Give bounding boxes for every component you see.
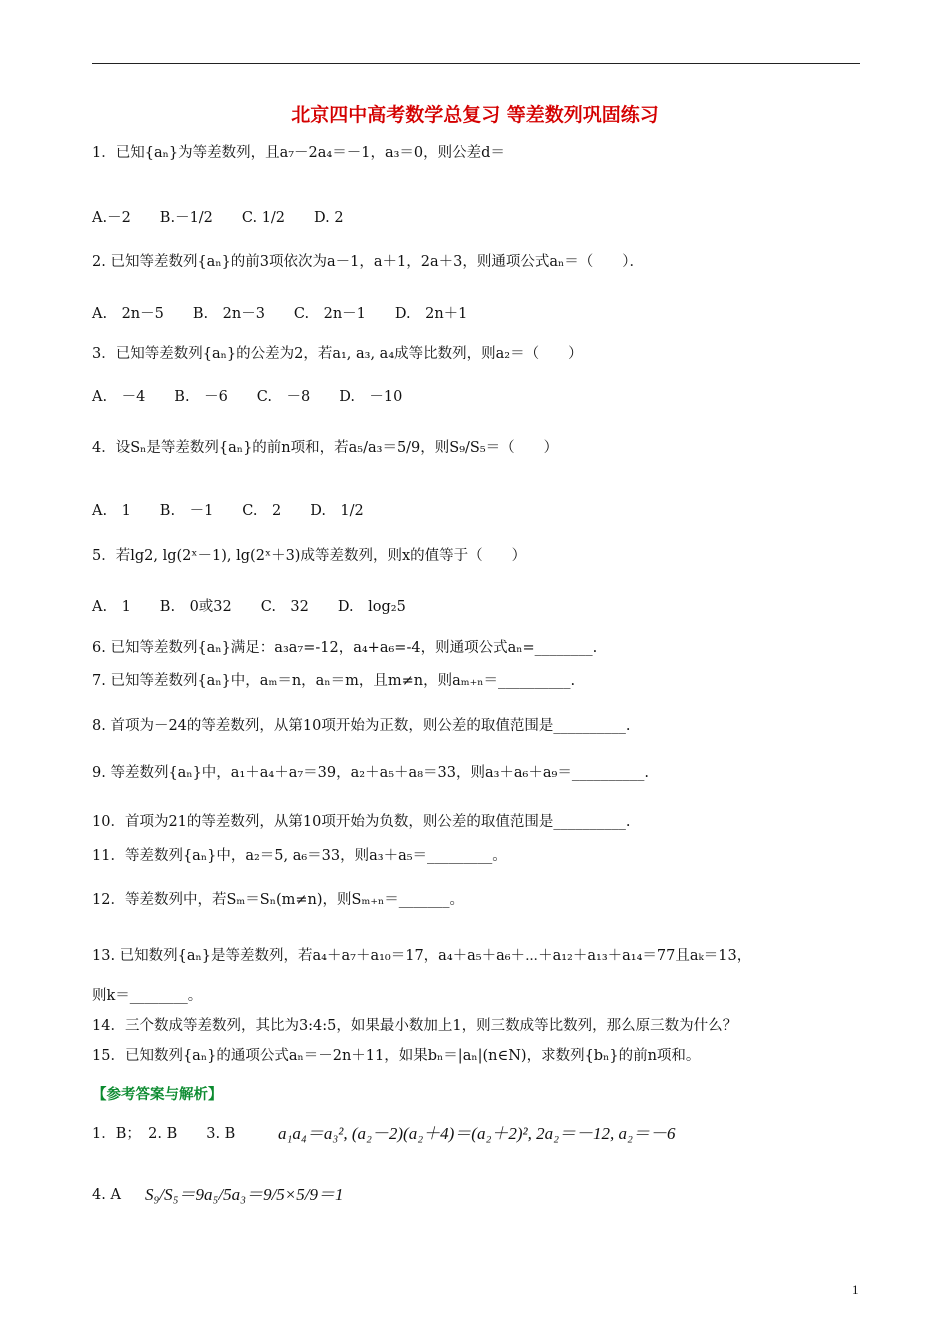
answer-4-solution: S₉/S₅＝9a₅/5a₃＝9/5×5/9＝1 [145,1185,344,1204]
question-1: 1．已知{aₙ}为等差数列，且a₇－2a₄＝－1，a₃＝0，则公差d＝ [92,145,505,161]
question-4-options: A. 1 B. －1 C. 2 D. 1/2 [92,503,364,519]
question-11: 11．等差数列{aₙ}中，a₂＝5, a₆＝33，则a₃＋a₅＝_________。 [92,848,507,864]
header-rule [92,63,860,64]
question-14: 14．三个数成等差数列，其比为3:4:5，如果最小数加上1，则三数成等比数列，那么原三数为什么？ [92,1018,738,1034]
answers-heading: 【参考答案与解析】 [92,1087,223,1103]
question-3: 3．已知等差数列{aₙ}的公差为2，若a₁, a₃, a₄成等比数列，则a₂＝（ ） [92,346,583,362]
page-title: 北京四中高考数学总复习 等差数列巩固练习 [291,104,659,126]
question-8: 8. 首项为－24的等差数列，从第10项开始为正数，则公差的取值范围是__________. [92,718,631,734]
question-5-options: A. 1 B. 0或32 C. 32 D. log₂5 [92,599,406,615]
answer-3-solution: a₁a₄＝a₃², (a₂－2)(a₂＋4)＝(a₂＋2)², 2a₂＝－12, a₂＝－6 [278,1124,676,1143]
question-1-options: A.－2 B.－1/2 C. 1/2 D. 2 [92,210,344,226]
question-13-cont: 则k＝________。 [92,988,203,1004]
question-4: 4．设Sₙ是等差数列{aₙ}的前n项和，若a₅/a₃＝5/9，则S₉/S₅＝（ ） [92,440,559,456]
question-2-options: A. 2n－5 B. 2n－3 C. 2n－1 D. 2n＋1 [92,306,468,322]
question-7: 7. 已知等差数列{aₙ}中，aₘ＝n，aₙ＝m，且m≠n，则aₘ₊ₙ＝__________. [92,673,576,689]
answer-4: 4. A [92,1187,121,1203]
answers-1-3: 1．B； 2. B 3. B [92,1126,236,1142]
question-12: 12．等差数列中，若Sₘ＝Sₙ(m≠n)，则Sₘ₊ₙ＝_______。 [92,892,465,908]
question-13: 13. 已知数列{aₙ}是等差数列，若a₄＋a₇＋a₁₀＝17，a₄＋a₅＋a₆＋⋯＋a₁₂＋a₁₃＋a₁₄＝77且aₖ＝13， [92,948,752,964]
question-5: 5．若lg2, lg(2ˣ－1), lg(2ˣ＋3)成等差数列，则x的值等于（ ） [92,548,527,564]
question-15: 15．已知数列{aₙ}的通项公式aₙ＝－2n＋11，如果bₙ＝|aₙ|(n∈N)，求数列{bₙ}的前n项和。 [92,1048,701,1064]
question-2: 2. 已知等差数列{aₙ}的前3项依次为a－1，a＋1，2a＋3，则通项公式aₙ＝（ ）． [92,254,645,270]
question-9: 9. 等差数列{aₙ}中，a₁＋a₄＋a₇＝39，a₂＋a₅＋a₈＝33，则a₃＋a₆＋a₉＝__________. [92,765,649,781]
question-6: 6. 已知等差数列{aₙ}满足：a₃a₇=-12，a₄+a₆=-4，则通项公式aₙ=________. [92,640,598,656]
question-10: 10．首项为21的等差数列，从第10项开始为负数，则公差的取值范围是__________. [92,814,631,830]
page-number: 1 [852,1282,859,1297]
question-3-options: A. －4 B. －6 C. －8 D. －10 [92,389,403,405]
